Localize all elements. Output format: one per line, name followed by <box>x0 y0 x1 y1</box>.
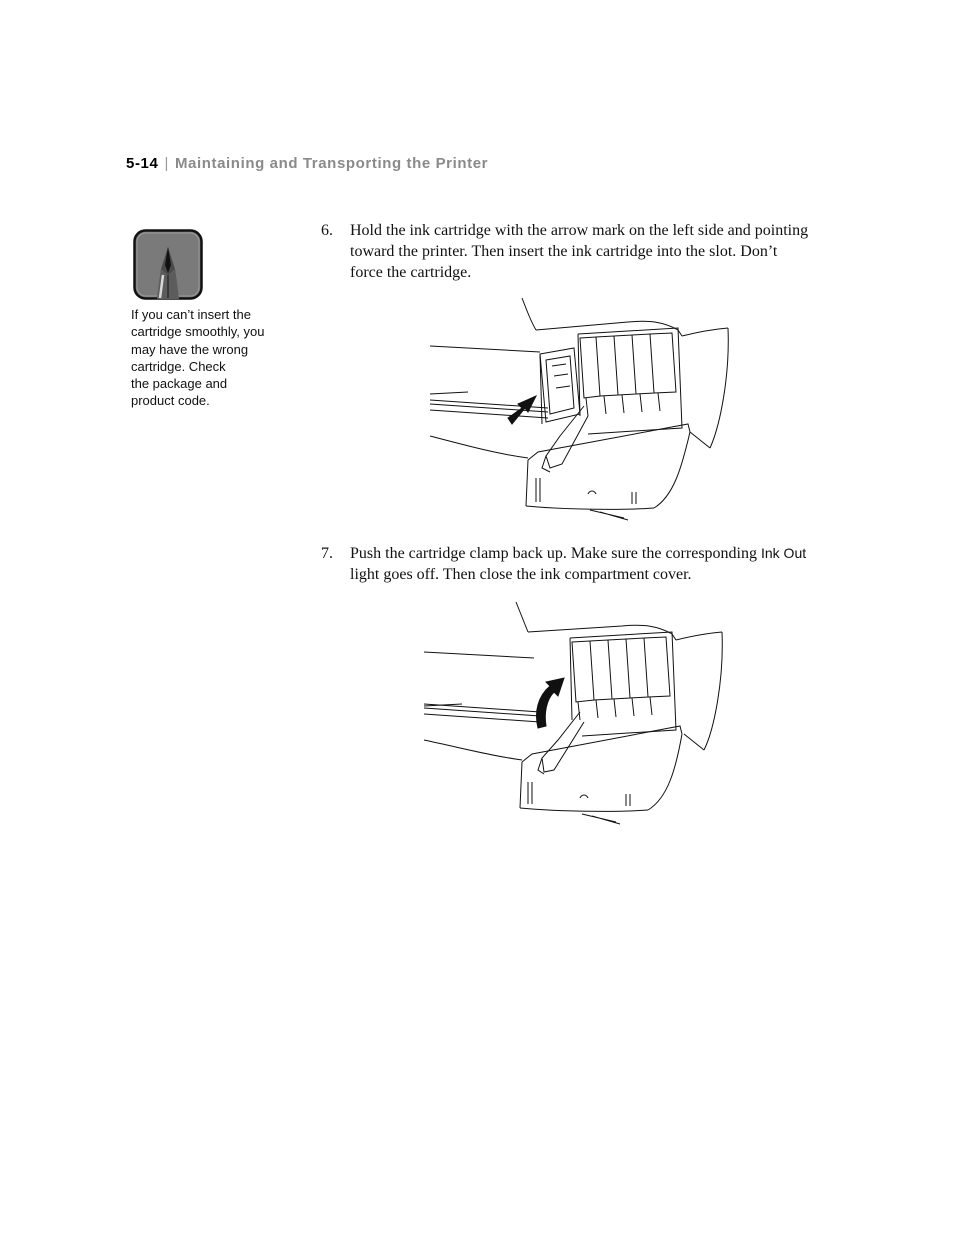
note-line: cartridge. Check <box>131 358 226 374</box>
step-6 <box>321 220 831 283</box>
running-header <box>126 155 488 172</box>
header-separator: | <box>164 155 169 172</box>
note-line: the package and <box>131 376 228 392</box>
step-line <box>350 543 831 564</box>
note-line: cartridge smoothly, you <box>131 324 265 340</box>
push-clamp-illustration <box>422 600 724 828</box>
chapter-title: Maintaining and Transporting the Printer <box>174 155 489 172</box>
page-number: 5-14 <box>126 155 159 172</box>
step-number: 6. <box>321 222 333 239</box>
step-line: light goes off. Then close the ink compartment cover. <box>350 566 692 583</box>
insert-cartridge-illustration <box>428 296 730 522</box>
note-text <box>131 306 291 410</box>
step-line: toward the printer. Then insert the ink cartridge into the slot. Don’t <box>350 243 778 260</box>
step-7 <box>321 543 831 585</box>
ink-out-light-label: Ink Out <box>760 545 807 561</box>
step-line: Hold the ink cartridge with the arrow mark on the left side and pointing <box>350 222 809 239</box>
note-line: product code. <box>131 393 210 409</box>
note-line: may have the wrong <box>131 341 249 357</box>
note-line: If you can’t insert the <box>131 307 251 322</box>
pencil-note-icon <box>133 229 203 300</box>
step-line: force the cartridge. <box>350 264 472 281</box>
step-number: 7. <box>321 545 333 562</box>
step-text: Push the cartridge clamp back up. Make sure the corresponding <box>350 545 761 562</box>
